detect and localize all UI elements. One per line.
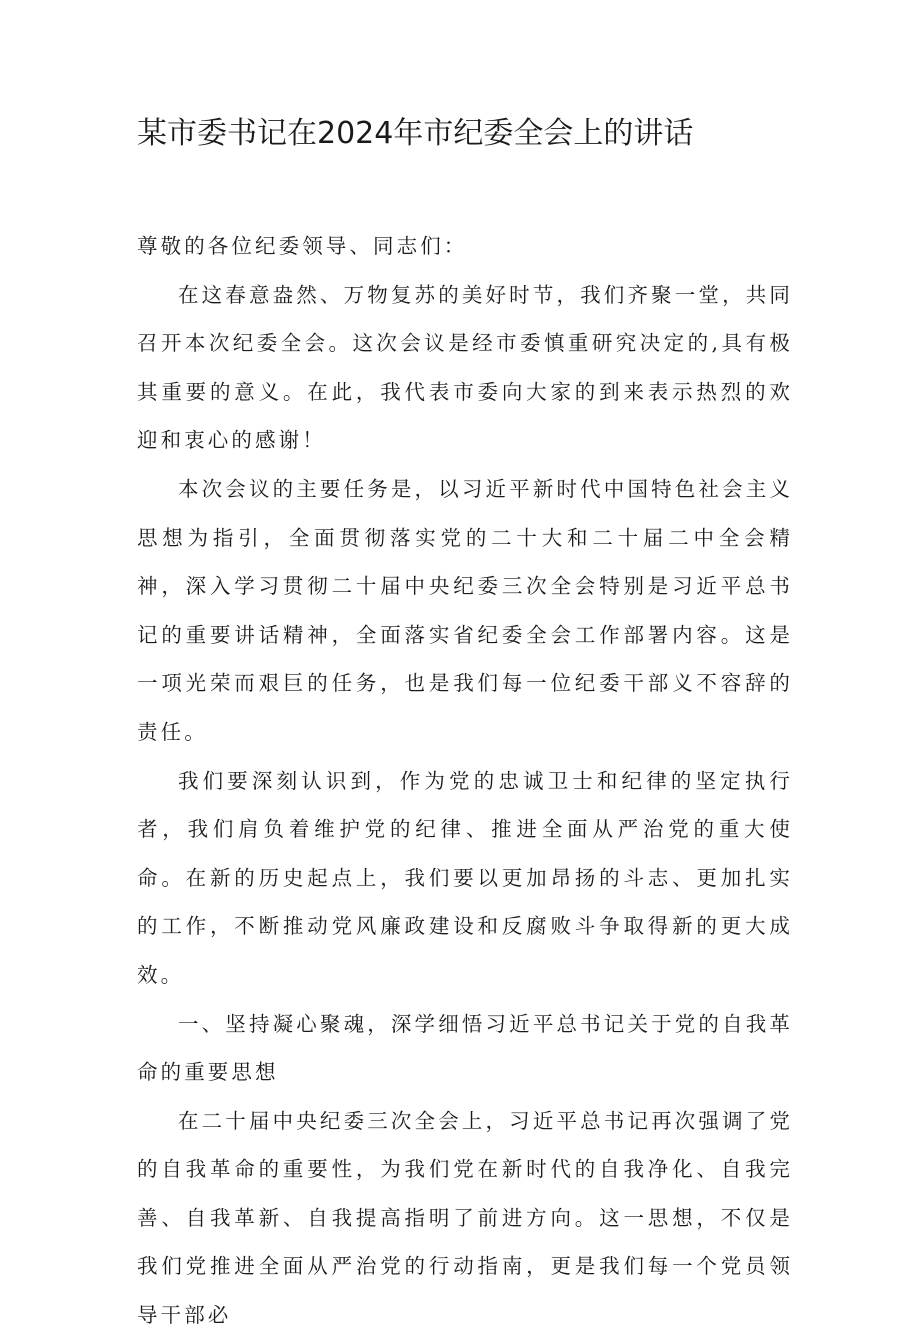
paragraph-mission: 我们要深刻认识到，作为党的忠诚卫士和纪律的坚定执行者，我们肩负着维护党的纪律、推进全面从严治党的重大使命。在新的历史起点上，我们要以更加昂扬的斗志、更加扎实的工作，不断推动党风廉政建设和反腐败斗争取得新的更大成效。 (137, 768, 793, 987)
document-body (137, 222, 793, 1340)
salutation: 尊敬的各位纪委领导、同志们： (137, 234, 468, 258)
paragraph-main-task: 本次会议的主要任务是，以习近平新时代中国特色社会主义思想为指引，全面贯彻落实党的二十大和二十届二中全会精神，深入学习贯彻二十届中央纪委三次全会特别是习近平总书记的重要讲话精神，全面落实省纪委全会工作部署内容。这是一项光荣而艰巨的任务，也是我们每一位纪委干部义不容辞的责任。 (137, 476, 793, 744)
paragraph-self-revolution: 在二十届中央纪委三次全会上，习近平总书记再次强调了党的自我革命的重要性，为我们党在新时代的自我净化、自我完善、自我革新、自我提高指明了前进方向。这一思想，不仅是我们党推进全面从严治党的行动指南，更是我们每一个党员领导干部必 (137, 1108, 793, 1328)
section-heading-1: 一、坚持凝心聚魂，深学细悟习近平总书记关于党的自我革命的重要思想 (137, 1011, 793, 1085)
paragraph-opening: 在这春意盎然、万物复苏的美好时节，我们齐聚一堂，共同召开本次纪委全会。这次会议是经市委慎重研究决定的,具有极其重要的意义。在此，我代表市委向大家的到来表示热烈的欢迎和衷心的感谢！ (137, 282, 793, 453)
document-title: 某市委书记在2024年市纪委全会上的讲话 (137, 116, 694, 151)
